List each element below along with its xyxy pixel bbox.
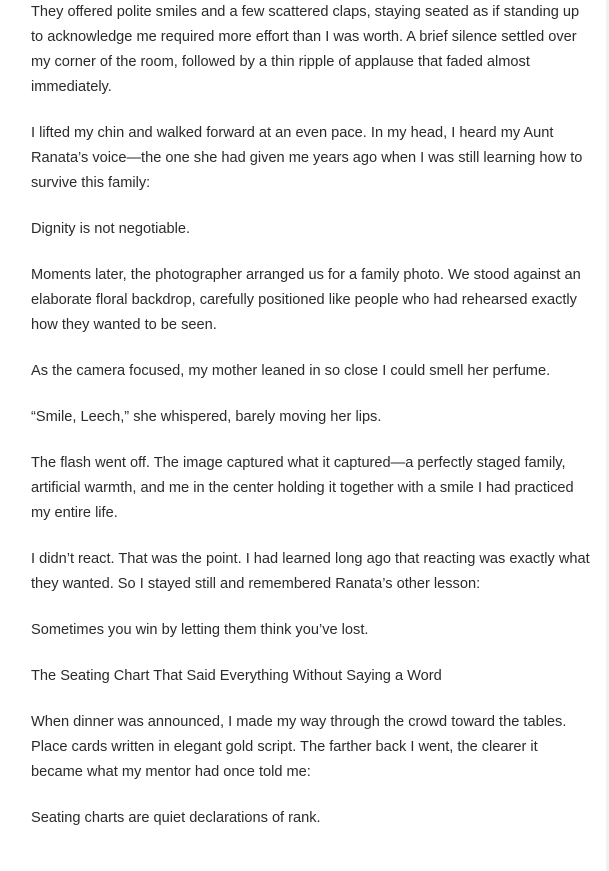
paragraph: “Smile, Leech,” she whispered, barely moving her lips. bbox=[31, 409, 382, 425]
paragraph: Moments later, the photographer arranged us for a family photo. We stood against an elaborate floral backdrop, carefully positioned like people who had rehearsed exactly how they wanted to be seen. bbox=[31, 267, 581, 333]
paragraph: Sometimes you win by letting them think you’ve lost. bbox=[31, 622, 369, 638]
paragraph: When dinner was announced, I made my way through the crowd toward the tables. Place cards written in elegant gold script. The farther back I went, the clearer it became what my mentor had once told me: bbox=[31, 714, 567, 780]
paragraph: Dignity is not negotiable. bbox=[31, 221, 191, 237]
section-heading: The Seating Chart That Said Everything Without Saying a Word bbox=[31, 668, 442, 684]
paragraph: I lifted my chin and walked forward at an even pace. In my head, I heard my Aunt Ranata’s voice—the one she had given me years ago when I was still learning how to survive this family: bbox=[31, 125, 583, 191]
paragraph: I didn’t react. That was the point. I had learned long ago that reacting was exactly what they wanted. So I stayed still and remembered Ranata’s other lesson: bbox=[31, 551, 590, 592]
paragraph: They offered polite smiles and a few scattered claps, staying seated as if standing up to acknowledge me required more effort than I was worth. A brief silence settled over my corner of the room, followed by a thin ripple of applause that faded almost immediately. bbox=[31, 4, 580, 95]
article-body bbox=[31, 0, 591, 852]
paragraph: The flash went off. The image captured what it captured—a perfectly staged family, artificial warmth, and me in the center holding it together with a smile I had practiced my entire life. bbox=[31, 455, 574, 521]
paragraph: Seating charts are quiet declarations of rank. bbox=[31, 810, 321, 826]
paragraph: As the camera focused, my mother leaned in so close I could smell her perfume. bbox=[31, 363, 551, 379]
